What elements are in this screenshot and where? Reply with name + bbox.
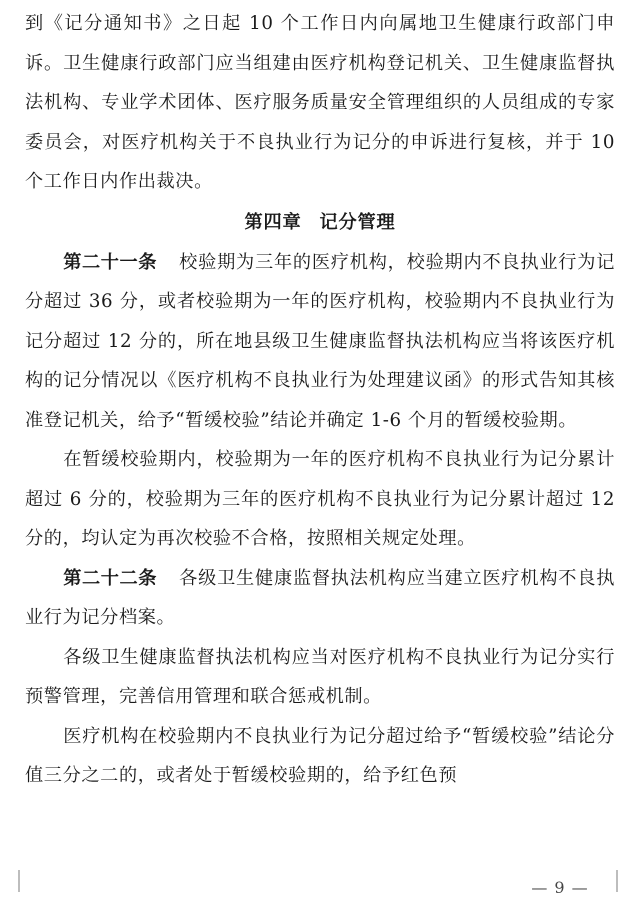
paragraph-red-warning: 医疗机构在校验期内不良执业行为记分超过给予“暂缓校验”结论分值三分之二的，或者处于暂缓校验期的，给予红色预 <box>25 725 615 786</box>
article-21-text: 校验期为三年的医疗机构，校验期内不良执业行为记分超过 36 分，或者校验期为一年的医疗机构，校验期内不良执业行为记分超过 12 分的，所在地县级卫生健康监督执法机构应当将该医疗机构的记分情况以《医疗机构不良执业行为处理建议函》的形式告知其核准登记机关，给予“暂缓校验”结论并确定 1-6 个月的暂缓校验期。 <box>25 251 615 431</box>
crop-mark-left <box>18 870 20 892</box>
document-body <box>25 4 615 796</box>
article-22 <box>25 559 615 638</box>
chapter-heading <box>25 202 615 243</box>
chapter-title: 记分管理 <box>319 211 396 233</box>
article-22-label: 第二十二条 <box>63 567 157 589</box>
paragraph-suspension-period: 在暂缓校验期内，校验期为一年的医疗机构不良执业行为记分累计超过 6 分的，校验期为三年的医疗机构不良执业行为记分累计超过 12 分的，均认定为再次校验不合格，按照相关规定处理。 <box>25 449 615 549</box>
article-22-text: 各级卫生健康监督执法机构应当建立医疗机构不良执业行为记分档案。 <box>25 567 615 628</box>
crop-mark-right <box>616 870 618 892</box>
page-number: — 9 — <box>531 878 589 897</box>
paragraph-appeal-continuation: 到《记分通知书》之日起 10 个工作日内向属地卫生健康行政部门申诉。卫生健康行政部门应当组建由医疗机构登记机关、卫生健康监督执法机构、专业学术团体、医疗服务质量安全管理组织的人员组成的专家委员会，对医疗机构关于不良执业行为记分的申诉进行复核，并于 10 个工作日内作出裁决。 <box>25 13 615 192</box>
paragraph-warning-management: 各级卫生健康监督执法机构应当对医疗机构不良执业行为记分实行预警管理，完善信用管理和联合惩戒机制。 <box>25 646 615 707</box>
article-21 <box>25 243 615 441</box>
chapter-number: 第四章 <box>244 211 302 233</box>
article-21-label: 第二十一条 <box>63 251 157 273</box>
